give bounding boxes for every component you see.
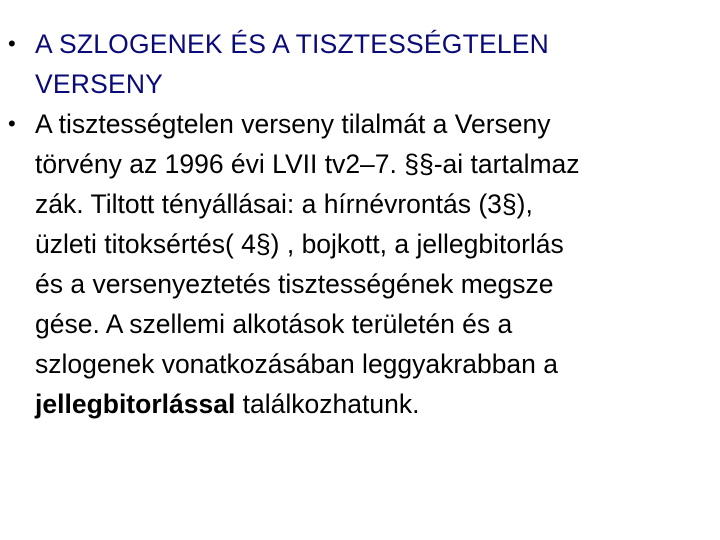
body-line-5: és a versenyeztetés tisztességének megsze	[35, 269, 554, 299]
bold-term: jellegbitorlással	[35, 389, 236, 419]
body-bullet	[8, 104, 698, 424]
bullet-icon: •	[8, 31, 16, 56]
body-line-4: üzleti titoksértés( 4§) , bojkott, a jellegbitorlás	[35, 229, 564, 259]
body-line-6: gése. A szellemi alkotások területén és a	[35, 309, 513, 339]
bullet-list	[8, 24, 698, 424]
heading-line-1: A SZLOGENEK ÉS A TISZTESSÉGTELEN	[35, 29, 550, 59]
body-line-1: A tisztességtelen verseny tilalmát a Verseny	[35, 109, 551, 139]
body-line-2: törvény az 1996 évi LVII tv2–7. §§-ai tartalmaz	[35, 149, 580, 179]
bullet-icon: •	[8, 111, 16, 136]
body-line-3: zák. Tiltott tényállásai: a hírnévrontás (3§),	[35, 189, 533, 219]
heading-line-2: VERSENY	[35, 69, 164, 99]
body-line-7: szlogenek vonatkozásában leggyakrabban a	[35, 349, 559, 379]
body-line-8-rest: találkozhatunk.	[235, 389, 420, 419]
heading-bullet	[8, 24, 698, 104]
body-line-8	[35, 384, 698, 424]
